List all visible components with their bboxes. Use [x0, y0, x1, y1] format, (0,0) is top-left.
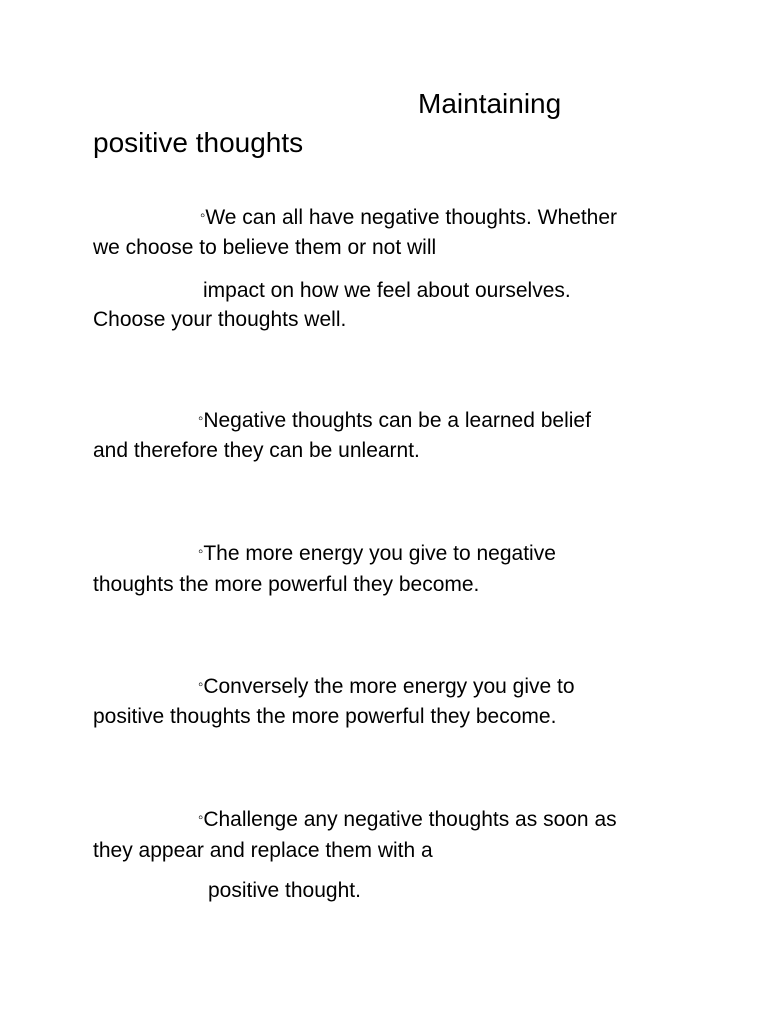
point-1-line-1	[200, 207, 617, 228]
point-2-line-2: and therefore they can be unlearnt.	[93, 439, 420, 462]
point-4-line-1	[198, 676, 575, 697]
point-5-line-2: they appear and replace them with a	[93, 839, 433, 862]
title-line-2: positive thoughts	[93, 127, 304, 158]
point-3-line-1	[198, 543, 556, 564]
point-5-line-3: positive thought.	[208, 879, 361, 902]
bullet-icon: ◦	[198, 410, 204, 427]
point-1-line-4: Choose your thoughts well.	[93, 308, 347, 331]
point-3-text-1: The more energy you give to negative	[203, 542, 556, 565]
point-5-text-1: Challenge any negative thoughts as soon as	[203, 808, 617, 831]
title-line-1: Maintaining	[418, 88, 562, 119]
point-4-line-2: positive thoughts the more powerful they become.	[93, 705, 557, 728]
point-1-line-3: impact on how we feel about ourselves.	[203, 279, 571, 302]
bullet-icon: ◦	[200, 207, 206, 224]
point-2-text-1: Negative thoughts can be a learned belief	[203, 409, 591, 432]
bullet-icon: ◦	[198, 676, 204, 693]
bullet-icon: ◦	[198, 543, 204, 560]
point-3-line-2: thoughts the more powerful they become.	[93, 573, 480, 596]
point-2-line-1	[198, 410, 591, 431]
bullet-icon: ◦	[198, 809, 204, 826]
point-4-text-1: Conversely the more energy you give to	[203, 675, 575, 698]
point-1-line-2: we choose to believe them or not will	[93, 236, 437, 259]
point-5-line-1	[198, 809, 617, 830]
point-1-text-1: We can all have negative thoughts. Whether	[205, 206, 618, 229]
